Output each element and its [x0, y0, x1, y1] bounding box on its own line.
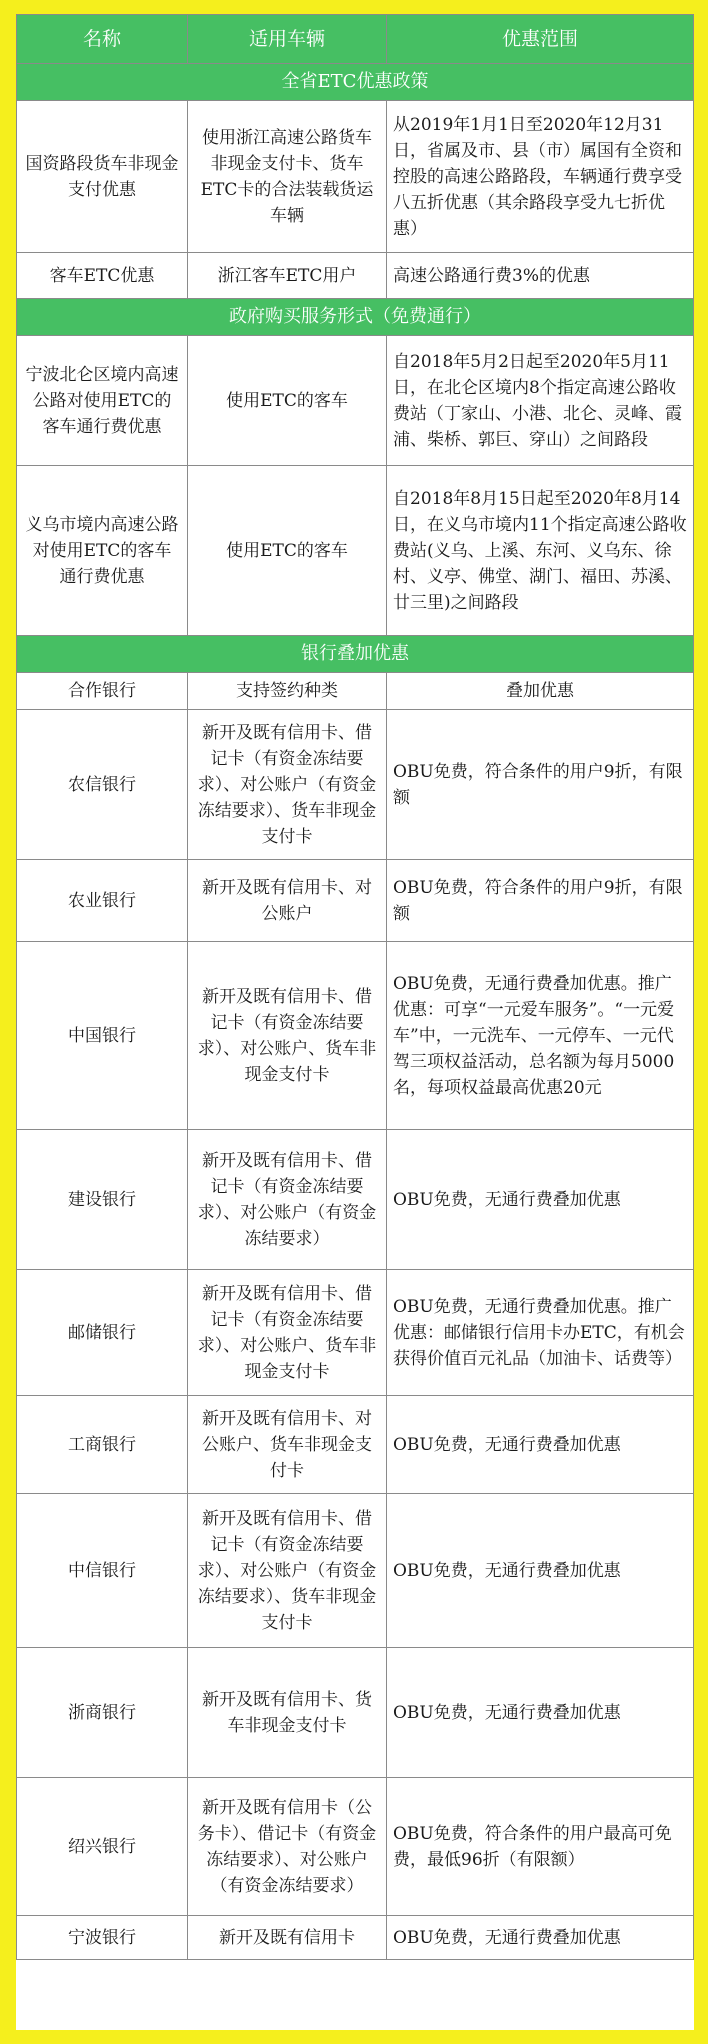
- cell-offer: OBU免费，符合条件的用户最高可免费，最低96折（有限额）: [387, 1778, 694, 1916]
- cell-types: 新开及既有信用卡: [188, 1916, 387, 1960]
- table-container: [16, 14, 694, 2030]
- cell-offer: OBU免费，无通行费叠加优惠: [387, 1396, 694, 1494]
- subheader-types: 支持签约种类: [188, 673, 387, 710]
- cell-offer: OBU免费，无通行费叠加优惠。推广优惠：可享“一元爱车服务”。“一元爱车”中，一元洗车、一元停车、一元代驾三项权益活动，总名额为每月5000名，每项权益最高优惠20元: [387, 942, 694, 1130]
- section-row-gov: [17, 299, 694, 336]
- cell-offer: OBU免费，符合条件的用户9折，有限额: [387, 710, 694, 860]
- cell-bank: 农业银行: [17, 860, 188, 942]
- cell-bank: 绍兴银行: [17, 1778, 188, 1916]
- cell-vehicle: 浙江客车ETC用户: [188, 253, 387, 299]
- header-vehicle: 适用车辆: [188, 15, 387, 64]
- section-row-province: [17, 64, 694, 101]
- header-scope: 优惠范围: [387, 15, 694, 64]
- cell-vehicle: 使用ETC的客车: [188, 466, 387, 636]
- cell-types: 新开及既有信用卡、货车非现金支付卡: [188, 1648, 387, 1778]
- cell-bank: 中信银行: [17, 1494, 188, 1648]
- cell-types: 新开及既有信用卡、借记卡（有资金冻结要求）、对公账户、货车非现金支付卡: [188, 942, 387, 1130]
- table-row: [17, 860, 694, 942]
- cell-scope: 自2018年5月2日起至2020年5月11日，在北仑区境内8个指定高速公路收费站（丁家山、小港、北仑、灵峰、霞浦、柴桥、郭巨、穿山）之间路段: [387, 336, 694, 466]
- cell-types: 新开及既有信用卡、借记卡（有资金冻结要求）、对公账户（有资金冻结要求）: [188, 1130, 387, 1270]
- header-name: 名称: [17, 15, 188, 64]
- cell-name: 宁波北仑区境内高速公路对使用ETC的客车通行费优惠: [17, 336, 188, 466]
- table-row: [17, 710, 694, 860]
- table-row: [17, 1396, 694, 1494]
- cell-offer: OBU免费，无通行费叠加优惠: [387, 1130, 694, 1270]
- table-row: [17, 942, 694, 1130]
- table-row: [17, 1916, 694, 1960]
- table-row: [17, 336, 694, 466]
- cell-types: 新开及既有信用卡、借记卡（有资金冻结要求）、对公账户（有资金冻结要求）、货车非现金支付卡: [188, 1494, 387, 1648]
- cell-offer: OBU免费，无通行费叠加优惠。推广优惠：邮储银行信用卡办ETC，有机会获得价值百元礼品（加油卡、话费等）: [387, 1270, 694, 1396]
- cell-types: 新开及既有信用卡、借记卡（有资金冻结要求）、对公账户、货车非现金支付卡: [188, 1270, 387, 1396]
- subheader-bank: 合作银行: [17, 673, 188, 710]
- table-row: [17, 1778, 694, 1916]
- cell-types: 新开及既有信用卡、对公账户: [188, 860, 387, 942]
- cell-name: 国资路段货车非现金支付优惠: [17, 101, 188, 253]
- cell-scope: 自2018年8月15日起至2020年8月14日，在义乌市境内11个指定高速公路收费站(义乌、上溪、东河、义乌东、徐村、义亭、佛堂、湖门、福田、苏溪、廿三里)之间路段: [387, 466, 694, 636]
- cell-offer: OBU免费，无通行费叠加优惠: [387, 1916, 694, 1960]
- table-row: [17, 1494, 694, 1648]
- cell-bank: 浙商银行: [17, 1648, 188, 1778]
- section-row-bank: [17, 636, 694, 673]
- cell-offer: OBU免费，无通行费叠加优惠: [387, 1648, 694, 1778]
- bank-subheader-row: [17, 673, 694, 710]
- section-title-bank: 银行叠加优惠: [17, 636, 694, 673]
- table-row: [17, 466, 694, 636]
- cell-name: 客车ETC优惠: [17, 253, 188, 299]
- cell-bank: 宁波银行: [17, 1916, 188, 1960]
- section-title-province: 全省ETC优惠政策: [17, 64, 694, 101]
- cell-offer: OBU免费，符合条件的用户9折，有限额: [387, 860, 694, 942]
- table-row: [17, 1270, 694, 1396]
- section-title-gov: 政府购买服务形式（免费通行）: [17, 299, 694, 336]
- subheader-offer: 叠加优惠: [387, 673, 694, 710]
- cell-scope: 高速公路通行费3%的优惠: [387, 253, 694, 299]
- table-row: [17, 253, 694, 299]
- cell-bank: 邮储银行: [17, 1270, 188, 1396]
- cell-vehicle: 使用ETC的客车: [188, 336, 387, 466]
- table-row: [17, 1648, 694, 1778]
- cell-bank: 工商银行: [17, 1396, 188, 1494]
- table-row: [17, 101, 694, 253]
- cell-bank: 农信银行: [17, 710, 188, 860]
- cell-types: 新开及既有信用卡、对公账户、货车非现金支付卡: [188, 1396, 387, 1494]
- etc-discount-table: [16, 14, 694, 1960]
- cell-vehicle: 使用浙江高速公路货车非现金支付卡、货车ETC卡的合法装载货运车辆: [188, 101, 387, 253]
- cell-types: 新开及既有信用卡（公务卡）、借记卡（有资金冻结要求）、对公账户（有资金冻结要求）: [188, 1778, 387, 1916]
- cell-types: 新开及既有信用卡、借记卡（有资金冻结要求）、对公账户（有资金冻结要求）、货车非现金支付卡: [188, 710, 387, 860]
- table-row: [17, 1130, 694, 1270]
- table-header-row: [17, 15, 694, 64]
- cell-scope: 从2019年1月1日至2020年12月31日，省属及市、县（市）属国有全资和控股的高速公路路段，车辆通行费享受八五折优惠（其余路段享受九七折优惠）: [387, 101, 694, 253]
- cell-bank: 建设银行: [17, 1130, 188, 1270]
- cell-offer: OBU免费，无通行费叠加优惠: [387, 1494, 694, 1648]
- cell-bank: 中国银行: [17, 942, 188, 1130]
- cell-name: 义乌市境内高速公路对使用ETC的客车通行费优惠: [17, 466, 188, 636]
